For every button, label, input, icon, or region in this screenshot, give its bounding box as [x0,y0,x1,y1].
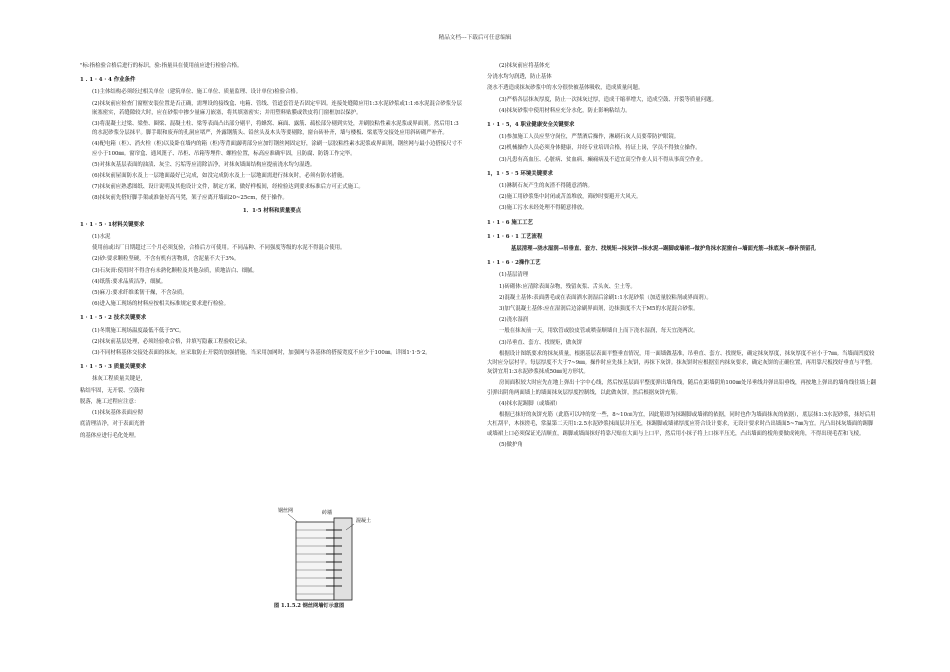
paragraph: (4)配电箱（柜）、消火栓（柜)以及卧在墙内的箱（柜)等背面露明部分应加钉钢丝网固定好，涂刷一层胶粘性素水泥浆或界面剂，钢丝网与最小边搭接尺寸不应小于100㎜。窗帘盒、通风篦子、吊柜、吊箱等埋件、螺栓位置，标高应准确牢固，且防腐、防锈工作完毕。 [92,141,463,157]
paragraph: (4)纸筋:要求品质洁净，细腻。 [92,278,167,285]
paragraph: (4)抹灰砂浆中使用材料应充分水化，防止影响粘结力。 [499,107,631,114]
section-heading: 1 · 1 · 6 · 2操作工艺 [487,260,541,267]
paragraph-line: 抹灰工程质量关键是， [92,376,146,383]
paragraph: 根据设计图纸要求的抹灰质量，根据基层表面平整垂直情况，用一面墙做基准，吊垂直、套方、找规矩，确定抹灰厚度，抹灰厚度不应小于7㎜。当墙面凹度较大时应分层衬平。每层厚度不大于7~9㎜。操作时应先抹上灰饼，再抹下灰饼。抹灰饼时应根据室内抹灰要求，确定灰饼的正确位置，再用靠尺板找好垂直与平整。灰饼宜用1:3水泥砂浆抹成50㎜见方形状。 [487,350,876,376]
page-header: 精品文档---下载后可任意编辑 [438,35,512,41]
section-heading: 1 . 1 · 4 · 4 作业条件 [80,77,136,84]
paragraph: (3)严格各层抹灰厚度，防止一次抹灰过厚，造成干缩率增大，造成空鼓、开裂等质量问题。 [499,96,717,103]
paragraph: (2)抹灰前应检查门窗框安装位置是否正确，需埋设的接线盒、电箱、管线、管道套管是否固定牢固。连接处缝隙应用1:3水泥砂浆或1:1:6水泥混合砂浆分层嵌塞密实，若缝隙较大时，应在砂浆中掺少量麻刀嵌塞，将其填塞密实；并用塑料贴膜或铁皮将门窗框加以保护。 [92,100,462,116]
section-heading: 1 · 1 · 5 · 2 技术关键要求 [80,315,147,322]
paragraph: 2)混凝土基体:表面凿毛或在表面洒水润湿后涂刷1:1水泥砂浆（加适量胶粘剂或界面剂）。 [499,294,712,301]
figure-label-concrete: 混凝土 [356,518,372,524]
paragraph: (3)石灰膏:使用时不得含有未熟化颗粒及其他杂质，质地洁白、细腻。 [92,267,258,274]
paragraph: "标:指检验合格后进行的标识，验:指量具在使用前应进行检验合格。 [80,63,243,69]
paragraph: (2)机械操作人员必须身体健康，并经专业培训合格，持证上岗，学员不得独立操作。 [499,145,701,152]
paragraph: (1)冬期施工现场温度最低不低于5℃。 [92,327,185,334]
paragraph-line: 脱落，施工过程应注意： [80,398,140,405]
paragraph: (3)不同材料基体交接处表面的抹灰，应采取防止开裂的加强措施，当采用加网时，加强网与各基体的搭接宽度不应少于100㎜。详图1·1·5·2。 [92,350,431,357]
figure-label-brick: 砖墙 [322,510,333,516]
paragraph-line: 粘结牢固，无开裂、空鼓和 [80,387,145,394]
paragraph: 分浇水均匀润透，防止基体 [487,74,552,81]
section-heading: 1，1 · 5 · 5 环境关键要求 [487,170,553,177]
paragraph: (1)参加施工人员应坚守岗位，严禁酒后操作，淋刷石灰人员要带防护眼镜。 [499,134,680,141]
section-heading: 1 · 1 · 6 施工工艺 [487,219,533,226]
paragraph: 基层清理→浇水湿润→吊垂直、套方、找规矩→抹灰饼→抹水泥→踢脚或墙裙→做护角抹水泥窗台→墙面充筋→抹底灰→修补预留孔 [511,246,816,253]
paragraph: (2)浇水湿润 [499,317,529,324]
paragraph: (3)吊垂直、套方、找规矩，做灰饼 [499,339,583,346]
paragraph: (1)主体结构必须经过相关单位（建筑单位、施工单位、质量监理、设计单位)检验合格。 [92,89,302,96]
paragraph: (3)施工污水未经处理不得随意排放。 [499,205,588,212]
section-heading: 1 · 1 · 5 · 3 质量关键要求 [80,364,147,371]
figure-caption: 图 1.1.5.2 钢丝网墙钉示意图 [274,603,345,609]
paragraph: (2)抹灰前应将基体充 [499,63,550,69]
paragraph: 1)砖砌体:应清除表面杂物，残留灰浆、舌头灰、尘土等。 [499,283,636,290]
left-column [80,62,464,443]
figure-label-mesh: 钢丝网 [278,508,294,514]
section-heading: 1 · 1 · 5，4 职业健康安全关键要求 [487,122,575,129]
paragraph: (7)抹灰前应熟悉图纸、设计说明及其他设计文件，制定方案，做好样板间，经检验达到要求标准后方可正式施工。 [92,184,364,191]
paragraph: (2)砂:要求颗粒坚硬，不含有机有害物质，含泥量不大于3%。 [92,256,240,263]
paragraph: (4)抹水泥踢脚（或墙裙） [499,400,561,407]
paragraph: 一般在抹灰前一天，用软管或胶皮管或喷壶顺墙自上而下浇水湿润，每天宜浇两次。 [499,328,699,335]
paragraph: (6)进入施工现场的材料应按相关标准规定要求进行检验。 [92,301,230,308]
paragraph: 使用前或出厂日期超过三个月必须复验，合格后方可使用。不同品种、不同强度等级的水泥不得混合使用。 [92,245,346,252]
paragraph: (3)凡患有高血压、心脏病、贫血病、癫痫病及不适宜高空作业人员不得从事高空作业。 [499,156,707,163]
paragraph: (6)抹灰前屋面防水及上一层地面最好已完成，如没完成防水及上一层地面需进行抹灰时，必须有防水措施。 [92,173,348,180]
paragraph: 3)加气混凝土基体:应在湿润后边涂刷界面剂，边抹强度不大于M5的水泥混合砂浆。 [499,306,699,313]
paragraph: (5)对抹灰基层表面的油渍、灰尘、污垢等应清除洁净，对抹灰墙面结构应提前浇水均匀湿透。 [92,161,316,168]
paragraph: (5)麻刀:要求纤维柔韧干燥，不含杂质。 [92,290,188,297]
paragraph: (3)将混凝土过梁、梁垫、圈梁、混凝土柱、梁等表面凸出部分剔平，将蜂窝、麻面、露筋、疏松部分剔到实处，并刷胶粘性素水泥浆或界面剂。然后用1:3的水泥砂浆分层抹平。脚手眼和废弃的孔洞应堵严，外露钢筋头、铅丝头及木头等要剔除，窗台砖补齐，墙与楼板、梁底等交接处应用斜砖砌严补齐。 [92,121,459,137]
paragraph: 根据已抹好的灰饼充筋（此筋可以冲的宽一些，8~10㎝为宜，因此筋即为抹踢脚或墙裙的依据，同时也作为墙面抹灰的依据），底层抹1:3水泥砂浆，抹好后用大杠刮平，木抹搓毛，常温第二天用1:2.5水泥砂浆抹面层并压光，抹踢脚或墙裙厚度应符合设计要求，无设计要求时凸出墙面5~7㎜为宜。凡凸出抹灰墙面的踢脚或墙裙上口必须保证光洁顺直，踢脚或墙面抹好将靠尺贴在大面与上口平，然后用小抹子将上口抹平压光，凸出墙面的棱角要做成钝角，不得出现毛茬和飞棱。 [487,412,876,437]
paragraph-line: (1)抹灰基体表面应彻 [92,410,143,417]
paragraph: (1)水泥 [92,234,111,241]
paragraph: (1)基层清理 [499,272,529,279]
right-column [487,62,877,452]
paragraph: (1)淋制石灰产生的灰渣不得随意消纳。 [499,183,593,190]
paragraph-line: 底清理洁净，对于表面光滑 [80,421,145,428]
section-heading: 1 · 1 · 6 · 1 工艺流程 [487,233,543,240]
paragraph-line: 的基体应进行毛化处理。 [80,432,140,439]
section-heading: 1．1·5 材料和质量要点 [242,207,302,214]
paragraph: 浇水不透造成抹灰砂浆中的水分很快被基体吸收，造成质量问题。 [487,85,644,92]
paragraph: 房间面积较大时应先在地上弹出十字中心线，然后按基层面平整度弹出墙角线，随后在距墙阴角100㎜处吊垂线并弹出铅垂线，再按地上弹出的墙角线往墙上翻引弹出阴角两面墙上的墙面抹灰层厚度控制线，以此做灰饼，然后根据灰饼充筋。 [487,380,876,396]
paragraph: (2)抹灰前基层处理，必须经验收合格，并填写隐蔽工程验收记录。 [92,338,251,345]
section-heading: 1 · 1 · 5 · 1材料关键要求 [80,221,145,228]
paragraph: (8)抹灰前先搭好脚手架或准备好高马凳，架子应离开墙面20~25cm，便于操作。 [92,195,288,202]
paragraph: (2)施工用砂浆集中封闭或苫盖堆放，筛砂时要避开大风天。 [499,194,642,201]
paragraph: (5)做护角 [499,441,523,448]
